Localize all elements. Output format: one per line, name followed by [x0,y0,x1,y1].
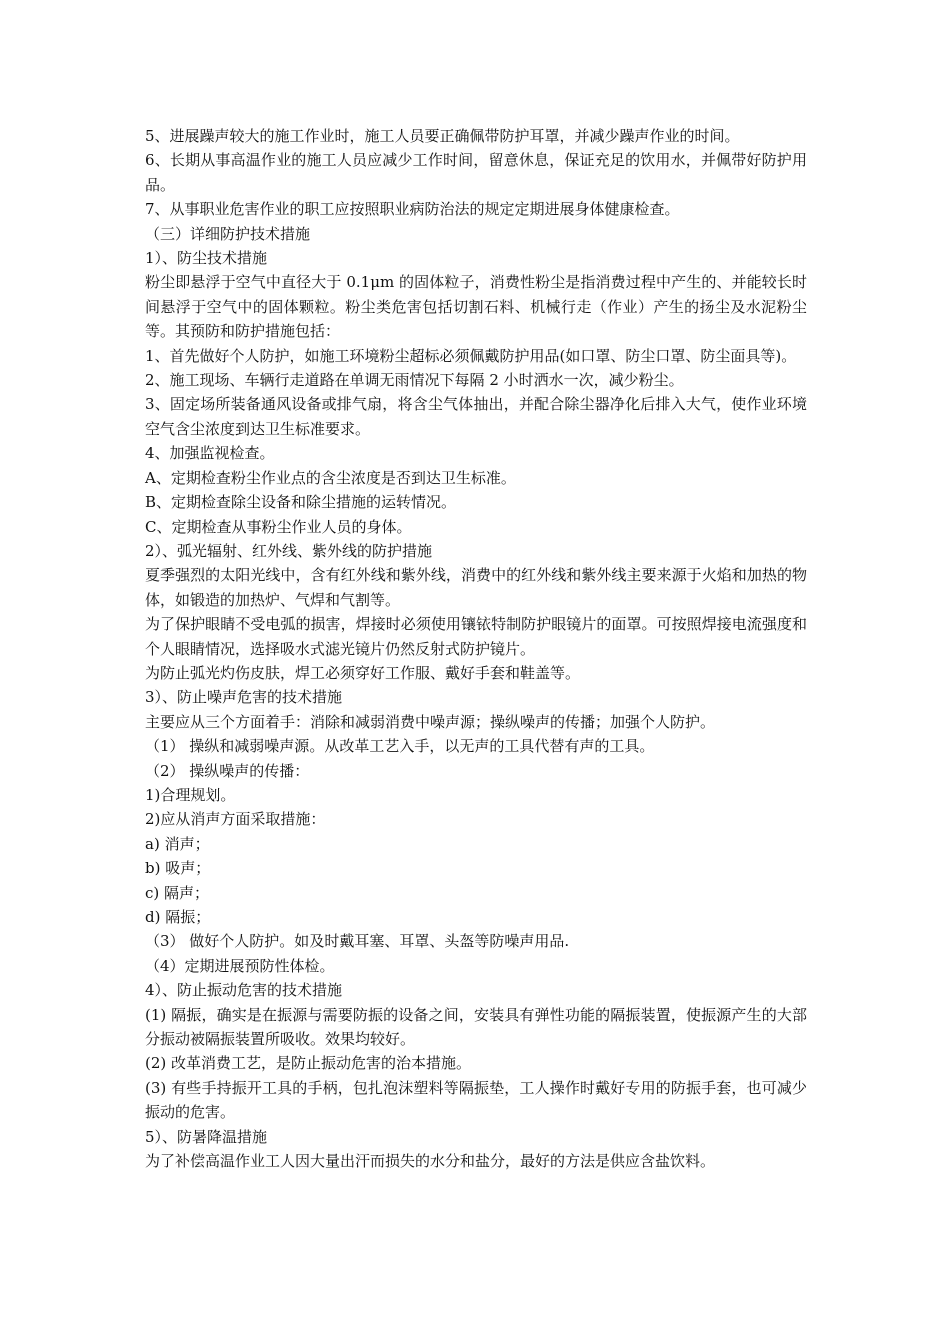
paragraph: 6、长期从事高温作业的施工人员应减少工作时间，留意休息，保证充足的饮用水，并佩带好防护用品。 [145,151,807,194]
list-item: (2) 改革消费工艺，是防止振动危害的治本措施。 [145,1054,472,1073]
list-item: （4）定期进展预防性体检。 [145,956,335,975]
subsection-heading: 1）、防尘技术措施 [145,249,268,268]
list-item: c) 隔声； [145,883,210,902]
paragraph: 粉尘即悬浮于空气中直径大于 0.1μm 的固体粒子，消费性粉尘是指消费过程中产生的、并能较长时间悬浮于空气中的固体颗粒。粉尘类危害包括切割石料、机械行走（作业）产生的扬尘及水泥粉尘等。其预防和防护措施包括： [145,273,807,341]
paragraph: 4、加强监视检查。 [145,444,275,463]
list-item: (3) 有些手持振开工具的手柄，包扎泡沫塑料等隔振垫，工人操作时戴好专用的防振手套，也可减少振动的危害。 [145,1078,807,1122]
paragraph: 1、首先做好个人防护，如施工环境粉尘超标必须佩戴防护用品(如口罩、防尘口罩、防尘面具等)。 [145,346,797,365]
list-item: a) 消声； [145,834,210,853]
subsection-heading: 4）、防止振动危害的技术措施 [145,981,343,1000]
list-item: C、定期检查从事粉尘作业人员的身体。 [145,517,412,536]
paragraph: 主要应从三个方面着手：消除和减弱消费中噪声源；操纵噪声的传播；加强个人防护。 [145,712,716,731]
list-item: 2)应从消声方面采取措施： [145,810,326,829]
paragraph: 为了保护眼睛不受电弧的损害，焊接时必须使用镶铱特制防护眼镜片的面罩。可按照焊接电流强度和个人眼睛情况，选择吸水式滤光镜片仍然反射式防护镜片。 [145,615,807,658]
section-heading: （三）详细防护技术措施 [145,224,311,243]
subsection-heading: 5）、防暑降温措施 [145,1127,268,1146]
subsection-heading: 2）、弧光辐射、红外线、紫外线的防护措施 [145,541,433,560]
document-body [145,124,807,1173]
list-item: (1) 隔振，确实是在振源与需要防振的设备之间，安装具有弹性功能的隔振装置，使振源产生的大部分振动被隔振装置所吸收。效果均较好。 [145,1005,807,1049]
list-item: （3） 做好个人防护。如及时戴耳塞、耳罩、头盔等防噪声用品. [145,932,570,951]
paragraph: 为了补偿高温作业工人因大量出汗而损失的水分和盐分，最好的方法是供应含盐饮料。 [145,1152,716,1171]
paragraph: 7、从事职业危害作业的职工应按照职业病防治法的规定定期进展身体健康检查。 [145,200,680,219]
list-item: b) 吸声； [145,859,211,878]
paragraph: 5、进展躁声较大的施工作业时，施工人员要正确佩带防护耳罩，并减少躁声作业的时间。 [145,127,740,145]
paragraph: 为防止弧光灼伤皮肤，焊工必须穿好工作服、戴好手套和鞋盖等。 [145,663,581,682]
list-item: 1)合理规划。 [145,785,236,804]
list-item: d) 隔振； [145,908,211,926]
list-item: （1） 操纵和减弱噪声源。从改革工艺入手，以无声的工具代替有声的工具。 [145,737,655,756]
list-item: A、定期检查粉尘作业点的含尘浓度是否到达卫生标准。 [145,468,516,487]
subsection-heading: 3）、防止噪声危害的技术措施 [145,688,343,707]
list-item: B、定期检查除尘设备和除尘措施的运转情况。 [145,493,457,512]
paragraph: 夏季强烈的太阳光线中，含有红外线和紫外线，消费中的红外线和紫外线主要来源于火焰和加热的物体，如锻造的加热炉、气焊和气割等。 [145,566,807,609]
paragraph: 2、施工现场、车辆行走道路在单调无雨情况下每隔 2 小时洒水一次，减少粉尘。 [145,371,684,390]
paragraph: 3、固定场所装备通风设备或排气扇，将含尘气体抽出，并配合除尘器净化后排入大气，使作业环境空气含尘浓度到达卫生标准要求。 [145,395,807,438]
list-item: （2） 操纵噪声的传播： [145,761,310,780]
